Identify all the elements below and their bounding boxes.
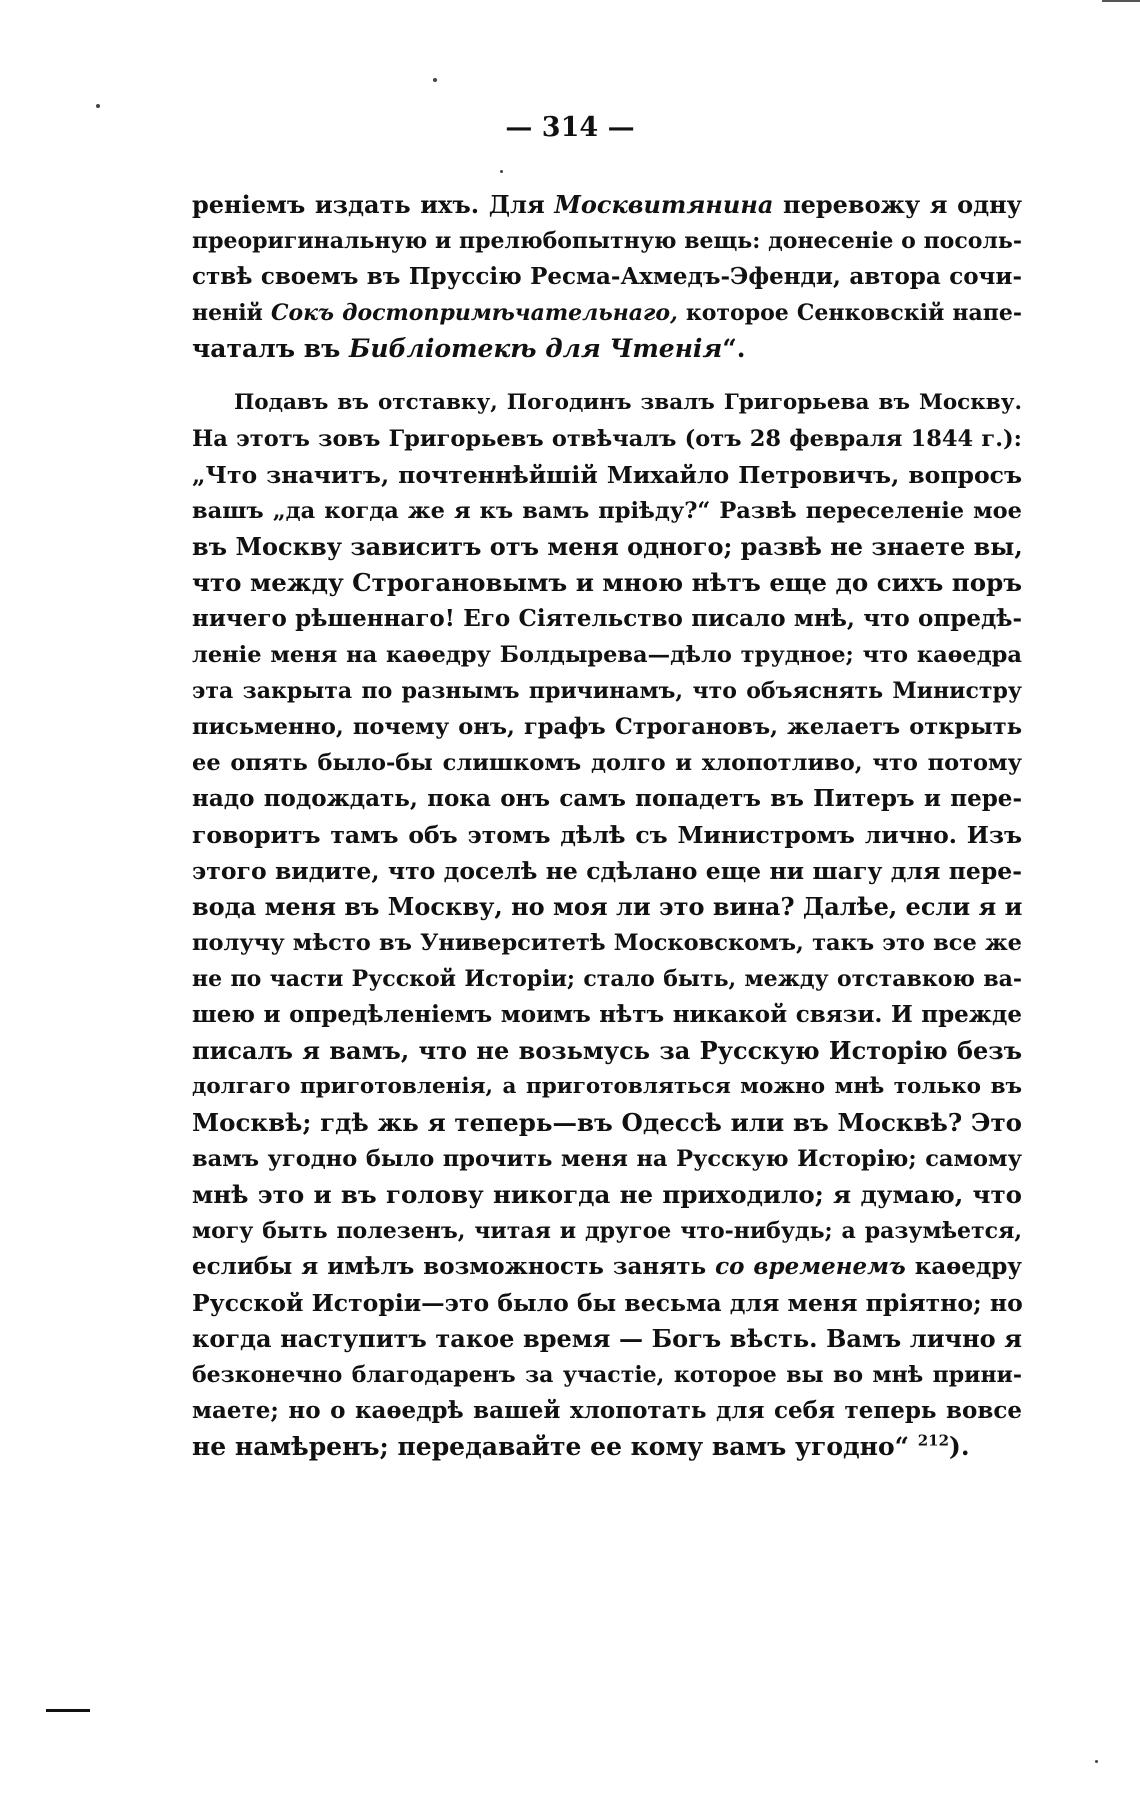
footnote-rule xyxy=(46,1709,90,1712)
text-line: не намѣренъ; передавайте ее кому вамъ угодно“ $^{212}$). xyxy=(192,1431,970,1461)
text-line: Подавъ въ отставку, Погодинъ звалъ Григорьева въ Москву. xyxy=(234,390,1022,415)
text-line: могу быть полезенъ, читая и другое что-нибудь; а разумѣется, xyxy=(192,1218,1022,1244)
text-line: въ Москву зависитъ отъ меня одного; развѣ не знаете вы, xyxy=(192,532,1023,561)
text-line: долгаго приготовленія, а приготовляться можно мнѣ только въ xyxy=(192,1074,1022,1099)
text-line: ее опять было-бы слишкомъ долго и хлопотливо, что потому xyxy=(192,750,1022,776)
text-line: вашъ „да когда же я къ вамъ пріѣду?“ Развѣ переселеніе мое xyxy=(192,498,1022,524)
text-line: не по части Русской Исторіи; стало быть, между отставкою ва- xyxy=(192,966,1022,992)
text-line: Русской Исторіи—это было бы весьма для меня пріятно; но xyxy=(192,1289,1023,1317)
text-line: получу мѣсто въ Университетѣ Московскомъ, такъ это все же xyxy=(192,930,1022,956)
text-line: когда наступитъ такое время — Богъ вѣсть. Вамъ лично я xyxy=(192,1324,1022,1353)
text-line: леніе меня на каѳедру Болдырева—дѣло трудное; что каѳедра xyxy=(192,642,1022,668)
text-line: писалъ я вамъ, что не возьмусь за Русскую Исторію безъ xyxy=(192,1036,1022,1065)
page-number: — 314 — xyxy=(505,112,635,143)
text-line: чаталъ въ Библіотекѣ для Чтенія“. xyxy=(192,334,746,363)
scan-speck xyxy=(1095,1760,1098,1763)
text-line: маете; но о каѳедрѣ вашей хлопотать для себя теперь вовсе xyxy=(192,1397,1022,1424)
text-line: говоритъ тамъ объ этомъ дѣлѣ съ Министромъ лично. Изъ xyxy=(192,821,1022,849)
text-line: вода меня въ Москву, но моя ли это вина? Далѣе, если я и xyxy=(192,892,1023,921)
text-line: На этотъ зовъ Григорьевъ отвѣчалъ (отъ 28 февраля 1844 г.): xyxy=(192,426,1022,452)
text-line: еслибы я имѣлъ возможность занять со временемъ каѳедру xyxy=(192,1253,1023,1280)
text-line: безконечно благодаренъ за участіе, которое вы во мнѣ прини- xyxy=(192,1362,1022,1388)
text-line: письменно, почему онъ, графъ Строгановъ, желаетъ открыть xyxy=(192,714,1022,740)
text-line: реніемъ издать ихъ. Для Москвитянина перевожу я одну xyxy=(192,190,1022,219)
text-line: этого видите, что доселѣ не сдѣлано еще ни шагу для пере- xyxy=(192,857,1022,885)
scan-speck xyxy=(500,170,503,173)
text-line: что между Строгановымъ и мною нѣтъ еще до сихъ поръ xyxy=(192,568,1022,597)
text-line: преоригинальную и прелюбопытную вещь: донесеніе о посоль- xyxy=(192,228,1022,254)
text-line: шею и опредѣленіемъ моимъ нѣтъ никакой связи. И прежде xyxy=(192,1001,1022,1028)
text-line: вамъ угодно было прочить меня на Русскую Исторію; самому xyxy=(192,1146,1022,1172)
text-line: эта закрыта по разнымъ причинамъ, что объяснять Министру xyxy=(192,678,1022,704)
text-line: ничего рѣшеннаго! Его Сіятельство писало мнѣ, что опредѣ- xyxy=(192,605,1022,632)
text-line: ствѣ своемъ въ Пруссію Ресма-Ахмедъ-Эфенди, автора сочи- xyxy=(192,263,1022,290)
scan-speck xyxy=(433,78,437,82)
footnote-reference: 212 xyxy=(917,1431,950,1450)
text-line: мнѣ это и въ голову никогда не приходило; я думаю, что xyxy=(192,1180,1022,1209)
text-line: Москвѣ; гдѣ жь я теперь—въ Одессѣ или въ Москвѣ? Это xyxy=(192,1108,1022,1137)
text-line: „Что значитъ, почтеннѣйшій Михайло Петровичъ, вопросъ xyxy=(192,461,1022,489)
text-line: надо подождать, пока онъ самъ попадетъ въ Питеръ и пере- xyxy=(192,785,1022,812)
scan-edge-mark xyxy=(1102,0,1140,2)
text-line: неній Сокъ достопримѣчательнаго, которое Сенковскій напе- xyxy=(192,300,1022,326)
scan-speck xyxy=(96,104,100,108)
